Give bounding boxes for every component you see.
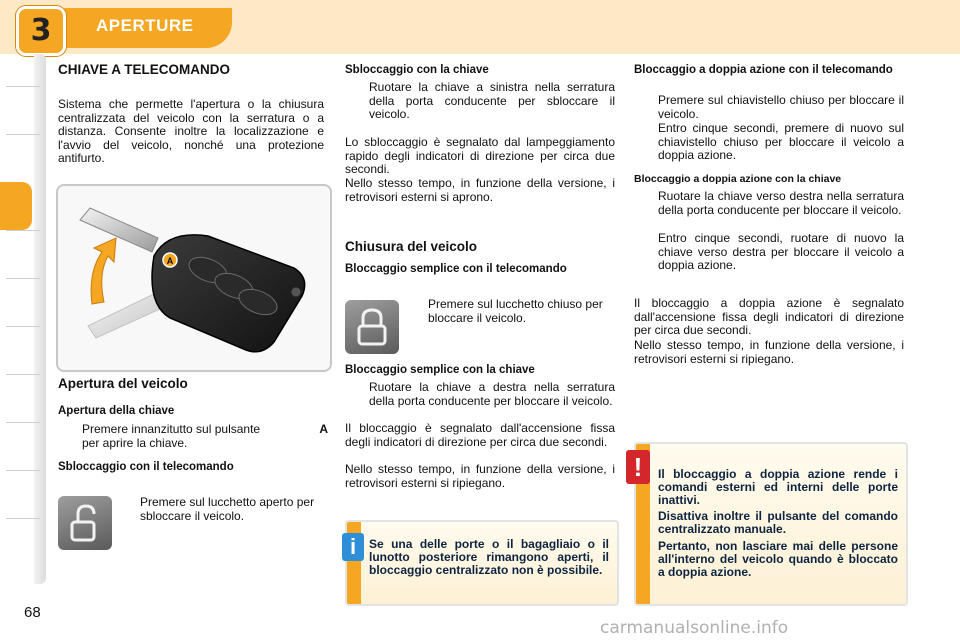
unlock-remote-bullet: Premere sul lucchetto aperto per sbloccare il veicolo. [140,495,315,523]
double-lock-remote-bullet-2: Entro cinque secondi, premere di nuovo sul chiavistello chiuso per bloccare il veicolo a doppia azione. [658,121,904,162]
lock-key-bullet: Ruotare la chiave a destra nella serratura della porta conducente per bloccare il veicolo. [369,380,615,408]
open-key-heading: Apertura della chiave [58,405,175,417]
lock-open-button-image [58,496,112,550]
chapter-number-badge: 3 [16,6,66,56]
info-note [345,520,619,606]
close-vehicle-heading: Chiusura del veicolo [345,239,478,254]
unlock-signal-paragraph: Lo sbloccaggio è segnalato dal lampeggiamento rapido degli indicatori di direzione per circa due secondi. [345,135,615,176]
button-a-label: A [166,256,174,266]
warning-icon: ! [626,450,650,484]
lock-signal-paragraph: Il bloccaggio è segnalato dall'accensione fissa degli indicatori di direzione per circa due secondi. [345,421,615,449]
double-lock-mirrors-paragraph: Nello stesso tempo, in funzione della versione, i retrovisori esterni si ripiegano. [634,338,904,366]
double-lock-key-bullet-2: Entro cinque secondi, ruotare di nuovo la chiave verso destra per bloccare il veicolo a doppia azione. [658,231,904,272]
double-lock-remote-heading: Bloccaggio a doppia azione con il telecomando [634,64,893,76]
page-title: APERTURE [96,16,194,35]
lock-remote-bullet: Premere sul lucchetto chiuso per bloccare il veicolo. [428,297,603,325]
info-icon: i [342,533,364,561]
key-blade-open [80,208,158,252]
unlock-key-bullet: Ruotare la chiave a sinistra nella serratura della porta conducente per sbloccare il veicolo. [369,80,615,121]
remote-key-image [58,186,330,370]
unlock-mirrors-paragraph: Nello stesso tempo, in funzione della versione, i retrovisori esterni si aprono. [345,176,615,204]
open-key-bullet: Premere innanzitutto sul pulsante A per aprire la chiave. [82,422,328,450]
lock-closed-button-image [345,300,399,354]
open-vehicle-heading: Apertura del veicolo [58,376,188,391]
watermark: carmanualsonline.info [600,618,789,638]
chapter-tabs [0,54,46,640]
double-lock-key-bullet-1: Ruotare la chiave verso destra nella serratura della porta conducente per bloccare il veicolo. [658,189,904,217]
unlock-remote-heading: Sbloccaggio con il telecomando [58,461,234,473]
rotate-arrow-icon [91,238,116,304]
section-title: CHIAVE A TELECOMANDO [58,62,230,77]
info-note-text: Se una delle porte o il bagagliaio o il lunotto posteriore rimangono aperti, il bloccaggio centralizzato non è possibile. [369,537,609,577]
warning-note [634,442,908,606]
intro-paragraph: Sistema che permette l'apertura o la chiusura centralizzata del veicolo con la serratura o a distanza. Consente inoltre la localizzazione e l'avvio del veicolo, nonché una protezione antifurto. [58,97,324,165]
warning-text-2: Disattiva inoltre il pulsante del comando centralizzato manuale. [658,509,898,536]
warning-text-3: Pertanto, non lasciare mai delle persone all'interno del veicolo quando è bloccato a doppia azione. [658,539,898,579]
lock-mirrors-paragraph: Nello stesso tempo, in funzione della versione, i retrovisori esterni si ripiegano. [345,462,615,490]
lock-key-heading: Bloccaggio semplice con la chiave [345,364,535,376]
padlock-open-icon [58,496,112,550]
double-lock-remote-bullet-1: Premere sul chiavistello chiuso per bloccare il veicolo. [658,93,904,121]
double-lock-key-heading: Bloccaggio a doppia azione con la chiave [634,173,842,185]
double-lock-signal-paragraph: Il bloccaggio a doppia azione è segnalato dall'accensione fissa degli indicatori di direzione per circa due secondi. [634,296,904,337]
lock-remote-heading: Bloccaggio semplice con il telecomando [345,263,567,275]
padlock-closed-icon [345,300,399,354]
active-chapter-tab [0,182,32,230]
warning-text-1: Il bloccaggio a doppia azione rende i comandi esterni ed interni delle porte inattivi. [658,467,898,507]
key-illustration [56,184,332,372]
page-number: 68 [24,604,41,621]
unlock-key-heading: Sbloccaggio con la chiave [345,64,489,76]
